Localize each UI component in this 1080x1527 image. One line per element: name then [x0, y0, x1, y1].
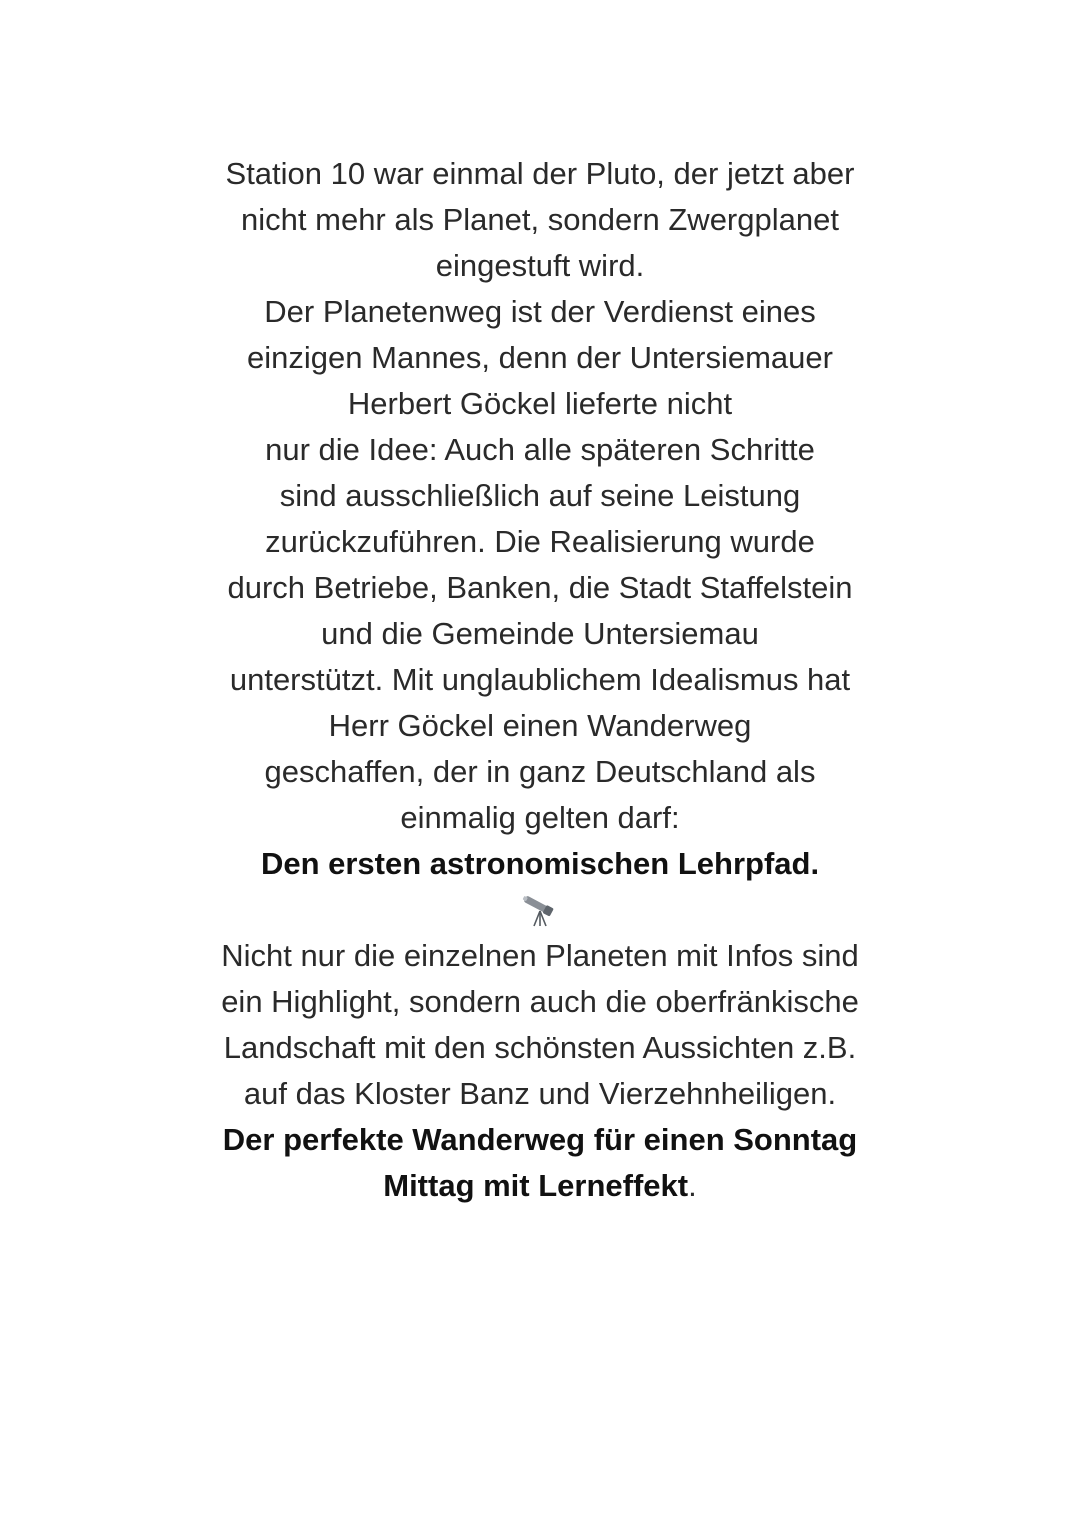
text-line: Landschaft mit den schönsten Aussichten z.B. — [223, 1030, 857, 1065]
text-line: ein Highlight, sondern auch die oberfränkische — [221, 984, 859, 1019]
telescope-emoji-line — [140, 887, 940, 933]
text-line: Der Planetenweg ist der Verdienst eines — [264, 294, 816, 329]
highlight-lerneffekt: Mittag mit Lerneffekt — [383, 1168, 689, 1203]
text-line: nicht mehr als Planet, sondern Zwergplanet — [241, 202, 839, 237]
text-line: einzigen Mannes, denn der Untersiemauer — [247, 340, 833, 375]
telescope-icon — [521, 895, 559, 927]
highlight-wanderweg-end — [140, 1163, 940, 1209]
text-line: Station 10 war einmal der Pluto, der jetzt aber — [225, 156, 855, 191]
post-text — [140, 151, 940, 1209]
highlight-wanderweg: Der perfekte Wanderweg für einen Sonntag — [222, 1122, 858, 1157]
text-line: unterstützt. Mit unglaublichem Idealismus hat — [229, 662, 851, 697]
text-line: einmalig gelten darf: — [400, 800, 680, 835]
text-line: geschaffen, der in ganz Deutschland als — [264, 754, 816, 789]
text-line: zurückzuführen. Die Realisierung wurde — [265, 524, 815, 559]
text-line: Herbert Göckel lieferte nicht — [347, 386, 733, 421]
text-line: durch Betriebe, Banken, die Stadt Staffelstein — [227, 570, 853, 605]
period: . — [688, 1168, 697, 1203]
text-line: und die Gemeinde Untersiemau — [321, 616, 759, 651]
text-line: Nicht nur die einzelnen Planeten mit Infos sind — [221, 938, 859, 973]
text-line: eingestuft wird. — [435, 248, 645, 283]
text-line: nur die Idee: Auch alle späteren Schritte — [265, 432, 815, 467]
highlight-lehrpfad: Den ersten astronomischen Lehrpfad. — [260, 846, 820, 881]
text-line: sind ausschließlich auf seine Leistung — [279, 478, 801, 513]
text-line: Herr Göckel einen Wanderweg — [328, 708, 752, 743]
text-line: auf das Kloster Banz und Vierzehnheiligen. — [243, 1076, 837, 1111]
